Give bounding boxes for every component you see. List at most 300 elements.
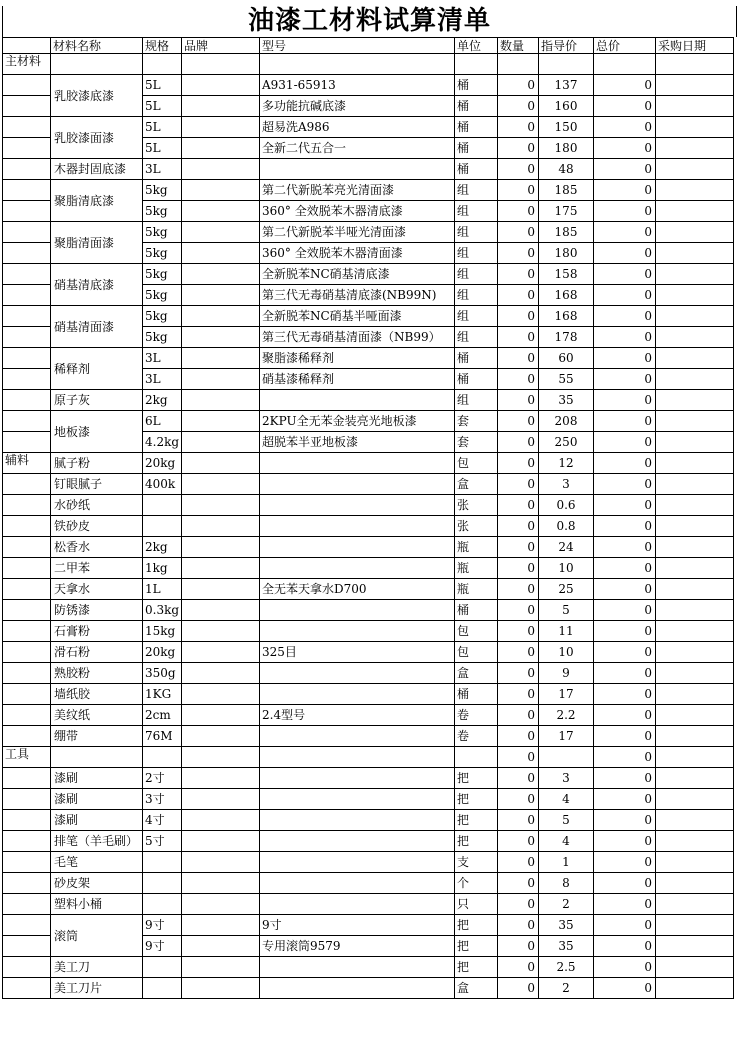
category-cell[interactable] xyxy=(3,516,51,537)
price-cell[interactable]: 160 xyxy=(539,96,594,117)
material-name-cell[interactable]: 腻子粉 xyxy=(51,453,143,474)
brand-cell[interactable] xyxy=(182,117,260,138)
model-cell[interactable] xyxy=(260,621,455,642)
date-cell[interactable] xyxy=(656,915,734,936)
date-cell[interactable] xyxy=(656,390,734,411)
unit-cell[interactable]: 组 xyxy=(455,264,498,285)
spec-cell[interactable]: 5kg xyxy=(143,285,182,306)
date-cell[interactable] xyxy=(656,348,734,369)
brand-cell[interactable] xyxy=(182,243,260,264)
category-cell[interactable] xyxy=(3,180,51,201)
qty-cell[interactable]: 0 xyxy=(498,117,539,138)
qty-cell[interactable]: 0 xyxy=(498,915,539,936)
qty-cell[interactable]: 0 xyxy=(498,789,539,810)
unit-cell[interactable]: 桶 xyxy=(455,117,498,138)
unit-cell[interactable]: 盒 xyxy=(455,663,498,684)
date-cell[interactable] xyxy=(656,75,734,96)
qty-cell[interactable] xyxy=(498,54,539,75)
brand-cell[interactable] xyxy=(182,978,260,999)
material-name-cell[interactable]: 漆刷 xyxy=(51,810,143,831)
category-cell[interactable]: 主材料 xyxy=(3,54,51,75)
spec-cell[interactable]: 1KG xyxy=(143,684,182,705)
price-cell[interactable]: 4 xyxy=(539,789,594,810)
brand-cell[interactable] xyxy=(182,747,260,768)
brand-cell[interactable] xyxy=(182,894,260,915)
unit-cell[interactable]: 桶 xyxy=(455,138,498,159)
brand-cell[interactable] xyxy=(182,621,260,642)
total-cell[interactable]: 0 xyxy=(594,642,656,663)
category-cell[interactable] xyxy=(3,264,51,285)
material-name-cell[interactable]: 原子灰 xyxy=(51,390,143,411)
model-cell[interactable]: 9寸 xyxy=(260,915,455,936)
unit-cell[interactable]: 瓶 xyxy=(455,558,498,579)
price-cell[interactable]: 185 xyxy=(539,180,594,201)
material-name-cell[interactable]: 漆刷 xyxy=(51,789,143,810)
spec-cell[interactable] xyxy=(143,495,182,516)
spec-cell[interactable]: 3L xyxy=(143,159,182,180)
qty-cell[interactable]: 0 xyxy=(498,180,539,201)
brand-cell[interactable] xyxy=(182,516,260,537)
brand-cell[interactable] xyxy=(182,726,260,747)
total-cell[interactable]: 0 xyxy=(594,579,656,600)
model-cell[interactable] xyxy=(260,159,455,180)
price-cell[interactable]: 12 xyxy=(539,453,594,474)
qty-cell[interactable]: 0 xyxy=(498,96,539,117)
spec-cell[interactable]: 400k xyxy=(143,474,182,495)
category-cell[interactable] xyxy=(3,558,51,579)
brand-cell[interactable] xyxy=(182,369,260,390)
category-cell[interactable] xyxy=(3,75,51,96)
date-cell[interactable] xyxy=(656,852,734,873)
category-cell[interactable] xyxy=(3,96,51,117)
model-cell[interactable] xyxy=(260,894,455,915)
qty-cell[interactable]: 0 xyxy=(498,894,539,915)
model-cell[interactable]: 第二代新脱苯半哑光清面漆 xyxy=(260,222,455,243)
model-cell[interactable]: 360° 全效脱苯木器清底漆 xyxy=(260,201,455,222)
material-name-cell[interactable]: 排笔（羊毛刷） xyxy=(51,831,143,852)
material-name-cell[interactable]: 木器封固底漆 xyxy=(51,159,143,180)
total-cell[interactable]: 0 xyxy=(594,495,656,516)
total-cell[interactable]: 0 xyxy=(594,180,656,201)
brand-cell[interactable] xyxy=(182,474,260,495)
date-cell[interactable] xyxy=(656,327,734,348)
material-name-cell[interactable]: 聚脂清面漆 xyxy=(51,222,143,264)
column-header[interactable]: 单位 xyxy=(455,38,498,54)
category-cell[interactable] xyxy=(3,579,51,600)
spec-cell[interactable] xyxy=(143,978,182,999)
material-name-cell[interactable]: 水砂纸 xyxy=(51,495,143,516)
material-name-cell[interactable]: 墙纸胶 xyxy=(51,684,143,705)
model-cell[interactable] xyxy=(260,957,455,978)
spec-cell[interactable]: 15kg xyxy=(143,621,182,642)
unit-cell[interactable]: 桶 xyxy=(455,369,498,390)
unit-cell[interactable]: 张 xyxy=(455,495,498,516)
material-name-cell[interactable]: 砂皮架 xyxy=(51,873,143,894)
brand-cell[interactable] xyxy=(182,642,260,663)
unit-cell[interactable]: 套 xyxy=(455,432,498,453)
price-cell[interactable]: 8 xyxy=(539,873,594,894)
qty-cell[interactable]: 0 xyxy=(498,810,539,831)
total-cell[interactable]: 0 xyxy=(594,789,656,810)
qty-cell[interactable]: 0 xyxy=(498,957,539,978)
date-cell[interactable] xyxy=(656,768,734,789)
unit-cell[interactable]: 包 xyxy=(455,621,498,642)
brand-cell[interactable] xyxy=(182,873,260,894)
total-cell[interactable]: 0 xyxy=(594,138,656,159)
date-cell[interactable] xyxy=(656,600,734,621)
material-name-cell[interactable]: 乳胶漆面漆 xyxy=(51,117,143,159)
price-cell[interactable]: 25 xyxy=(539,579,594,600)
category-cell[interactable] xyxy=(3,663,51,684)
model-cell[interactable]: 聚脂漆稀释剂 xyxy=(260,348,455,369)
category-cell[interactable] xyxy=(3,285,51,306)
category-cell[interactable] xyxy=(3,915,51,936)
unit-cell[interactable]: 桶 xyxy=(455,96,498,117)
model-cell[interactable] xyxy=(260,726,455,747)
price-cell[interactable]: 178 xyxy=(539,327,594,348)
price-cell[interactable]: 0.6 xyxy=(539,495,594,516)
model-cell[interactable] xyxy=(260,978,455,999)
material-name-cell[interactable]: 绷带 xyxy=(51,726,143,747)
price-cell[interactable]: 17 xyxy=(539,684,594,705)
price-cell[interactable]: 208 xyxy=(539,411,594,432)
total-cell[interactable]: 0 xyxy=(594,432,656,453)
model-cell[interactable]: 多功能抗碱底漆 xyxy=(260,96,455,117)
brand-cell[interactable] xyxy=(182,684,260,705)
model-cell[interactable]: 超脱苯半亚地板漆 xyxy=(260,432,455,453)
price-cell[interactable]: 2 xyxy=(539,978,594,999)
model-cell[interactable]: 2.4型号 xyxy=(260,705,455,726)
spec-cell[interactable] xyxy=(143,894,182,915)
model-cell[interactable] xyxy=(260,453,455,474)
date-cell[interactable] xyxy=(656,936,734,957)
brand-cell[interactable] xyxy=(182,432,260,453)
qty-cell[interactable]: 0 xyxy=(498,684,539,705)
total-cell[interactable]: 0 xyxy=(594,747,656,768)
total-cell[interactable]: 0 xyxy=(594,327,656,348)
total-cell[interactable]: 0 xyxy=(594,810,656,831)
unit-cell[interactable]: 组 xyxy=(455,201,498,222)
spec-cell[interactable]: 2寸 xyxy=(143,768,182,789)
material-name-cell[interactable]: 硝基清底漆 xyxy=(51,264,143,306)
total-cell[interactable]: 0 xyxy=(594,894,656,915)
material-name-cell[interactable]: 稀释剂 xyxy=(51,348,143,390)
qty-cell[interactable]: 0 xyxy=(498,726,539,747)
brand-cell[interactable] xyxy=(182,705,260,726)
category-cell[interactable] xyxy=(3,621,51,642)
material-name-cell[interactable]: 钉眼腻子 xyxy=(51,474,143,495)
date-cell[interactable] xyxy=(656,747,734,768)
model-cell[interactable] xyxy=(260,852,455,873)
material-name-cell[interactable]: 熟胶粉 xyxy=(51,663,143,684)
unit-cell[interactable]: 组 xyxy=(455,243,498,264)
spec-cell[interactable]: 76M xyxy=(143,726,182,747)
material-name-cell[interactable]: 防锈漆 xyxy=(51,600,143,621)
brand-cell[interactable] xyxy=(182,579,260,600)
price-cell[interactable]: 5 xyxy=(539,810,594,831)
total-cell[interactable]: 0 xyxy=(594,306,656,327)
category-cell[interactable] xyxy=(3,159,51,180)
total-cell[interactable]: 0 xyxy=(594,558,656,579)
qty-cell[interactable]: 0 xyxy=(498,600,539,621)
date-cell[interactable] xyxy=(656,159,734,180)
category-cell[interactable] xyxy=(3,936,51,957)
qty-cell[interactable]: 0 xyxy=(498,558,539,579)
date-cell[interactable] xyxy=(656,789,734,810)
model-cell[interactable] xyxy=(260,831,455,852)
material-name-cell[interactable]: 美工刀 xyxy=(51,957,143,978)
brand-cell[interactable] xyxy=(182,558,260,579)
price-cell[interactable]: 180 xyxy=(539,138,594,159)
model-cell[interactable] xyxy=(260,600,455,621)
model-cell[interactable] xyxy=(260,390,455,411)
total-cell[interactable]: 0 xyxy=(594,369,656,390)
qty-cell[interactable]: 0 xyxy=(498,768,539,789)
unit-cell[interactable]: 把 xyxy=(455,831,498,852)
column-header[interactable]: 材料名称 xyxy=(51,38,143,54)
model-cell[interactable]: 360° 全效脱苯木器清面漆 xyxy=(260,243,455,264)
qty-cell[interactable]: 0 xyxy=(498,495,539,516)
material-name-cell[interactable]: 乳胶漆底漆 xyxy=(51,75,143,117)
spec-cell[interactable] xyxy=(143,873,182,894)
column-header[interactable]: 总价 xyxy=(594,38,656,54)
unit-cell[interactable]: 桶 xyxy=(455,684,498,705)
price-cell[interactable]: 11 xyxy=(539,621,594,642)
model-cell[interactable]: 325目 xyxy=(260,642,455,663)
date-cell[interactable] xyxy=(656,810,734,831)
brand-cell[interactable] xyxy=(182,831,260,852)
spec-cell[interactable]: 5kg xyxy=(143,201,182,222)
price-cell[interactable]: 17 xyxy=(539,726,594,747)
date-cell[interactable] xyxy=(656,957,734,978)
unit-cell[interactable]: 把 xyxy=(455,789,498,810)
unit-cell[interactable]: 把 xyxy=(455,915,498,936)
spec-cell[interactable] xyxy=(143,747,182,768)
total-cell[interactable]: 0 xyxy=(594,96,656,117)
category-cell[interactable] xyxy=(3,474,51,495)
category-cell[interactable] xyxy=(3,411,51,432)
brand-cell[interactable] xyxy=(182,453,260,474)
qty-cell[interactable]: 0 xyxy=(498,201,539,222)
category-cell[interactable] xyxy=(3,138,51,159)
date-cell[interactable] xyxy=(656,180,734,201)
qty-cell[interactable]: 0 xyxy=(498,138,539,159)
spec-cell[interactable] xyxy=(143,54,182,75)
model-cell[interactable]: 全新脱苯NC硝基清底漆 xyxy=(260,264,455,285)
date-cell[interactable] xyxy=(656,705,734,726)
price-cell[interactable]: 35 xyxy=(539,936,594,957)
qty-cell[interactable]: 0 xyxy=(498,516,539,537)
unit-cell[interactable]: 组 xyxy=(455,327,498,348)
brand-cell[interactable] xyxy=(182,663,260,684)
spec-cell[interactable]: 5kg xyxy=(143,264,182,285)
qty-cell[interactable]: 0 xyxy=(498,852,539,873)
total-cell[interactable]: 0 xyxy=(594,201,656,222)
model-cell[interactable]: 第三代无毒硝基清面漆（NB99） xyxy=(260,327,455,348)
date-cell[interactable] xyxy=(656,369,734,390)
total-cell[interactable]: 0 xyxy=(594,957,656,978)
total-cell[interactable]: 0 xyxy=(594,768,656,789)
category-cell[interactable] xyxy=(3,978,51,999)
price-cell[interactable]: 10 xyxy=(539,642,594,663)
unit-cell[interactable]: 卷 xyxy=(455,726,498,747)
unit-cell[interactable]: 把 xyxy=(455,768,498,789)
spec-cell[interactable]: 5寸 xyxy=(143,831,182,852)
spec-cell[interactable]: 5L xyxy=(143,138,182,159)
model-cell[interactable] xyxy=(260,537,455,558)
qty-cell[interactable]: 0 xyxy=(498,663,539,684)
qty-cell[interactable]: 0 xyxy=(498,978,539,999)
price-cell[interactable]: 175 xyxy=(539,201,594,222)
material-name-cell[interactable]: 石膏粉 xyxy=(51,621,143,642)
spec-cell[interactable]: 5kg xyxy=(143,222,182,243)
date-cell[interactable] xyxy=(656,516,734,537)
qty-cell[interactable]: 0 xyxy=(498,705,539,726)
category-cell[interactable] xyxy=(3,684,51,705)
price-cell[interactable]: 24 xyxy=(539,537,594,558)
material-name-cell[interactable]: 美纹纸 xyxy=(51,705,143,726)
price-cell[interactable]: 35 xyxy=(539,915,594,936)
price-cell[interactable]: 2 xyxy=(539,894,594,915)
category-cell[interactable] xyxy=(3,243,51,264)
price-cell[interactable]: 10 xyxy=(539,558,594,579)
brand-cell[interactable] xyxy=(182,768,260,789)
total-cell[interactable]: 0 xyxy=(594,873,656,894)
model-cell[interactable]: 全新脱苯NC硝基半哑面漆 xyxy=(260,306,455,327)
total-cell[interactable]: 0 xyxy=(594,264,656,285)
model-cell[interactable]: 第三代无毒硝基清底漆(NB99N) xyxy=(260,285,455,306)
total-cell[interactable]: 0 xyxy=(594,978,656,999)
column-header[interactable]: 指导价 xyxy=(539,38,594,54)
material-name-cell[interactable] xyxy=(51,747,143,768)
price-cell[interactable]: 168 xyxy=(539,285,594,306)
unit-cell[interactable]: 张 xyxy=(455,516,498,537)
price-cell[interactable]: 137 xyxy=(539,75,594,96)
brand-cell[interactable] xyxy=(182,936,260,957)
total-cell[interactable]: 0 xyxy=(594,726,656,747)
qty-cell[interactable]: 0 xyxy=(498,75,539,96)
category-cell[interactable] xyxy=(3,222,51,243)
model-cell[interactable] xyxy=(260,684,455,705)
brand-cell[interactable] xyxy=(182,96,260,117)
unit-cell[interactable]: 瓶 xyxy=(455,537,498,558)
qty-cell[interactable]: 0 xyxy=(498,831,539,852)
unit-cell[interactable]: 组 xyxy=(455,285,498,306)
spec-cell[interactable]: 1kg xyxy=(143,558,182,579)
unit-cell[interactable]: 桶 xyxy=(455,600,498,621)
unit-cell[interactable]: 套 xyxy=(455,411,498,432)
total-cell[interactable]: 0 xyxy=(594,936,656,957)
price-cell[interactable]: 250 xyxy=(539,432,594,453)
model-cell[interactable]: 全新二代五合一 xyxy=(260,138,455,159)
total-cell[interactable]: 0 xyxy=(594,411,656,432)
brand-cell[interactable] xyxy=(182,789,260,810)
qty-cell[interactable]: 0 xyxy=(498,474,539,495)
total-cell[interactable]: 0 xyxy=(594,117,656,138)
spec-cell[interactable]: 5L xyxy=(143,96,182,117)
qty-cell[interactable]: 0 xyxy=(498,327,539,348)
brand-cell[interactable] xyxy=(182,537,260,558)
total-cell[interactable]: 0 xyxy=(594,285,656,306)
date-cell[interactable] xyxy=(656,432,734,453)
qty-cell[interactable]: 0 xyxy=(498,453,539,474)
date-cell[interactable] xyxy=(656,411,734,432)
brand-cell[interactable] xyxy=(182,180,260,201)
brand-cell[interactable] xyxy=(182,390,260,411)
total-cell[interactable]: 0 xyxy=(594,390,656,411)
date-cell[interactable] xyxy=(656,306,734,327)
unit-cell[interactable]: 个 xyxy=(455,873,498,894)
material-name-cell[interactable]: 松香水 xyxy=(51,537,143,558)
brand-cell[interactable] xyxy=(182,222,260,243)
brand-cell[interactable] xyxy=(182,495,260,516)
model-cell[interactable] xyxy=(260,789,455,810)
total-cell[interactable]: 0 xyxy=(594,453,656,474)
category-cell[interactable] xyxy=(3,894,51,915)
date-cell[interactable] xyxy=(656,558,734,579)
price-cell[interactable]: 5 xyxy=(539,600,594,621)
spec-cell[interactable]: 5kg xyxy=(143,243,182,264)
category-cell[interactable] xyxy=(3,726,51,747)
date-cell[interactable] xyxy=(656,474,734,495)
spec-cell[interactable]: 5L xyxy=(143,117,182,138)
category-cell[interactable] xyxy=(3,369,51,390)
price-cell[interactable]: 3 xyxy=(539,768,594,789)
price-cell[interactable]: 150 xyxy=(539,117,594,138)
category-cell[interactable] xyxy=(3,348,51,369)
unit-cell[interactable]: 桶 xyxy=(455,348,498,369)
brand-cell[interactable] xyxy=(182,915,260,936)
brand-cell[interactable] xyxy=(182,411,260,432)
brand-cell[interactable] xyxy=(182,600,260,621)
spec-cell[interactable]: 2kg xyxy=(143,537,182,558)
spec-cell[interactable]: 1L xyxy=(143,579,182,600)
unit-cell[interactable]: 只 xyxy=(455,894,498,915)
model-cell[interactable]: 硝基漆稀释剂 xyxy=(260,369,455,390)
category-cell[interactable] xyxy=(3,789,51,810)
date-cell[interactable] xyxy=(656,201,734,222)
category-cell[interactable]: 工具 xyxy=(3,747,51,768)
model-cell[interactable]: A931-65913 xyxy=(260,75,455,96)
spec-cell[interactable]: 20kg xyxy=(143,453,182,474)
date-cell[interactable] xyxy=(656,54,734,75)
brand-cell[interactable] xyxy=(182,201,260,222)
total-cell[interactable]: 0 xyxy=(594,600,656,621)
spec-cell[interactable]: 9寸 xyxy=(143,936,182,957)
qty-cell[interactable]: 0 xyxy=(498,285,539,306)
unit-cell[interactable]: 组 xyxy=(455,222,498,243)
spec-cell[interactable]: 9寸 xyxy=(143,915,182,936)
total-cell[interactable]: 0 xyxy=(594,243,656,264)
price-cell[interactable]: 9 xyxy=(539,663,594,684)
total-cell[interactable]: 0 xyxy=(594,621,656,642)
category-cell[interactable] xyxy=(3,201,51,222)
category-cell[interactable] xyxy=(3,831,51,852)
model-cell[interactable]: 专用滚筒9579 xyxy=(260,936,455,957)
spec-cell[interactable]: 3寸 xyxy=(143,789,182,810)
model-cell[interactable] xyxy=(260,558,455,579)
brand-cell[interactable] xyxy=(182,285,260,306)
model-cell[interactable] xyxy=(260,54,455,75)
total-cell[interactable]: 0 xyxy=(594,705,656,726)
date-cell[interactable] xyxy=(656,285,734,306)
category-cell[interactable] xyxy=(3,810,51,831)
date-cell[interactable] xyxy=(656,978,734,999)
date-cell[interactable] xyxy=(656,537,734,558)
unit-cell[interactable]: 卷 xyxy=(455,705,498,726)
material-name-cell[interactable]: 漆刷 xyxy=(51,768,143,789)
category-cell[interactable] xyxy=(3,642,51,663)
